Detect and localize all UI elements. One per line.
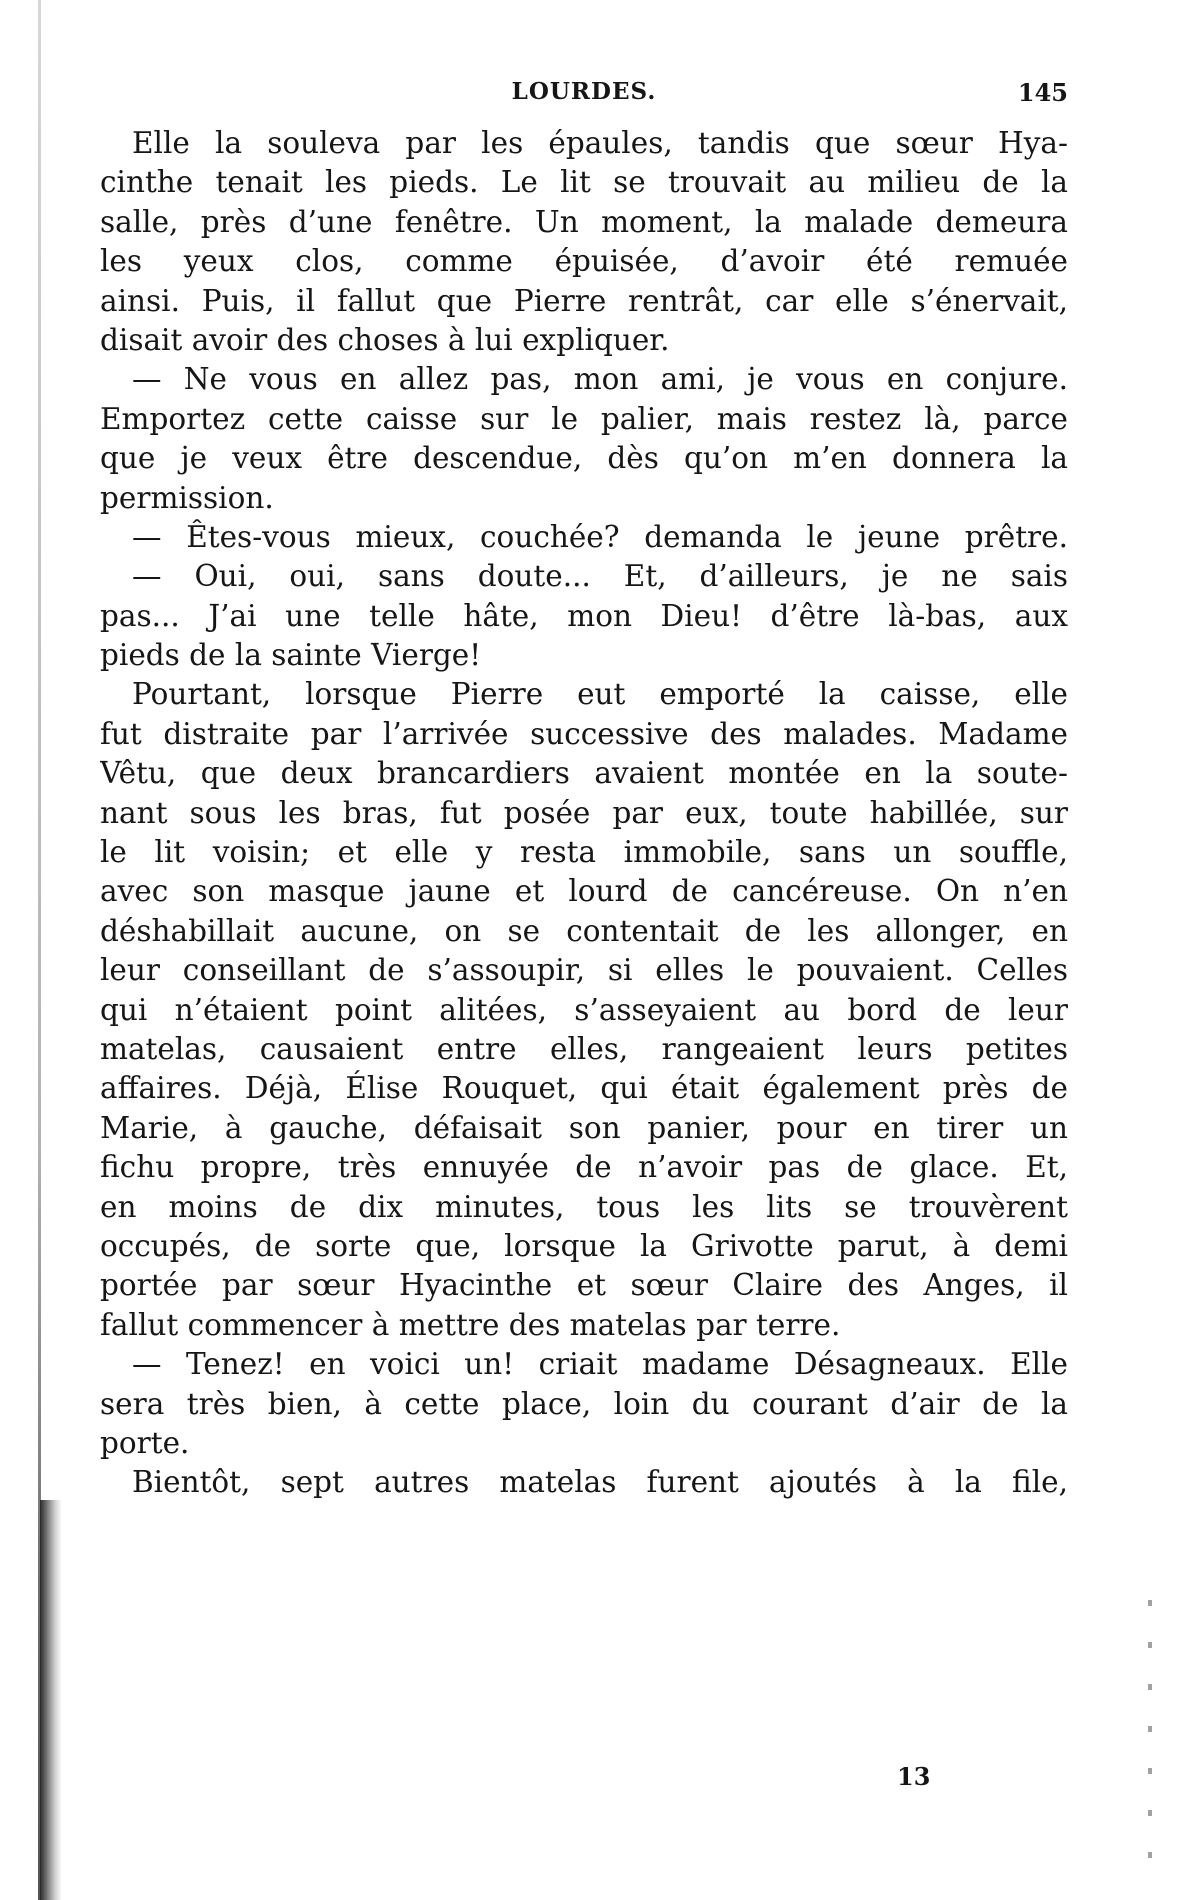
text-line: Elle la souleva par les épaules, tandis que sœur Hya- bbox=[132, 126, 1068, 160]
text-line: Bientôt, sept autres matelas furent ajoutés à la file, bbox=[132, 1465, 1068, 1500]
text-line: pas... J’ai une telle hâte, mon Dieu! d’être là-bas, aux bbox=[100, 598, 1068, 633]
text-line: porte. bbox=[100, 1425, 190, 1460]
text-line: — Ne vous en allez pas, mon ami, je vous en conjure. bbox=[132, 362, 1068, 397]
text-line: Emportez cette caisse sur le palier, mais restez là, parce bbox=[100, 401, 1068, 436]
text-line: — Oui, oui, sans doute... Et, d’ailleurs, je ne sais bbox=[132, 559, 1068, 594]
text-line: cinthe tenait les pieds. Le lit se trouvait au milieu de la bbox=[100, 165, 1068, 200]
text-line: Pourtant, lorsque Pierre eut emporté la caisse, elle bbox=[132, 677, 1068, 712]
text-line: portée par sœur Hyacinthe et sœur Claire des Anges, il bbox=[100, 1268, 1068, 1303]
text-line: nant sous les bras, fut posée par eux, toute habillée, sur bbox=[100, 795, 1068, 830]
text-line: sera très bien, à cette place, loin du courant d’air de la bbox=[100, 1386, 1068, 1421]
text-line: affaires. Déjà, Élise Rouquet, qui était également près de bbox=[100, 1071, 1068, 1106]
text-line: le lit voisin; et elle y resta immobile, sans un souffle, bbox=[100, 835, 1068, 870]
text-line: matelas, causaient entre elles, rangeaient leurs petites bbox=[100, 1031, 1068, 1066]
body-text bbox=[100, 124, 1068, 1503]
text-line: qui n’étaient point alitées, s’asseyaient au bord de leur bbox=[100, 992, 1068, 1027]
text-line: que je veux être descendue, dès qu’on m’en donnera la bbox=[100, 441, 1068, 476]
text-line: fallut commencer à mettre des matelas par terre. bbox=[100, 1307, 841, 1342]
text-line: — Êtes-vous mieux, couchée? demanda le jeune prêtre. bbox=[132, 519, 1068, 554]
text-line: pieds de la sainte Vierge! bbox=[100, 638, 482, 673]
scan-margin-marks bbox=[1148, 1600, 1152, 1860]
page-header bbox=[100, 78, 1068, 114]
text-line: Vêtu, que deux brancardiers avaient montée en la soute- bbox=[100, 756, 1068, 791]
text-line: Marie, à gauche, défaisait son panier, pour en tirer un bbox=[100, 1110, 1068, 1145]
running-head: LOURDES. bbox=[511, 78, 657, 105]
text-line: permission. bbox=[100, 480, 274, 515]
text-line: ainsi. Puis, il fallut que Pierre rentrât, car elle s’énervait, bbox=[100, 283, 1068, 318]
text-line: en moins de dix minutes, tous les lits se trouvèrent bbox=[100, 1189, 1068, 1224]
text-line: salle, près d’une fenêtre. Un moment, la malade demeura bbox=[100, 204, 1068, 239]
text-line: occupés, de sorte que, lorsque la Grivotte parut, à demi bbox=[100, 1228, 1068, 1263]
text-line: — Tenez! en voici un! criait madame Désagneaux. Elle bbox=[132, 1347, 1068, 1382]
text-line: disait avoir des choses à lui expliquer. bbox=[100, 322, 670, 357]
scan-binding-shadow bbox=[40, 1500, 62, 1900]
text-line: fut distraite par l’arrivée successive des malades. Madame bbox=[100, 716, 1068, 751]
text-line: leur conseillant de s’assoupir, si elles le pouvaient. Celles bbox=[100, 953, 1068, 988]
text-line: déshabillait aucune, on se contentait de les allonger, en bbox=[100, 913, 1068, 948]
text-line: les yeux clos, comme épuisée, d’avoir été remuée bbox=[100, 244, 1068, 279]
text-line: fichu propre, très ennuyée de n’avoir pas de glace. Et, bbox=[100, 1150, 1068, 1185]
page-number: 145 bbox=[1017, 78, 1068, 107]
text-line: avec son masque jaune et lourd de cancéreuse. On n’en bbox=[100, 874, 1068, 909]
signature-mark: 13 bbox=[897, 1762, 931, 1791]
